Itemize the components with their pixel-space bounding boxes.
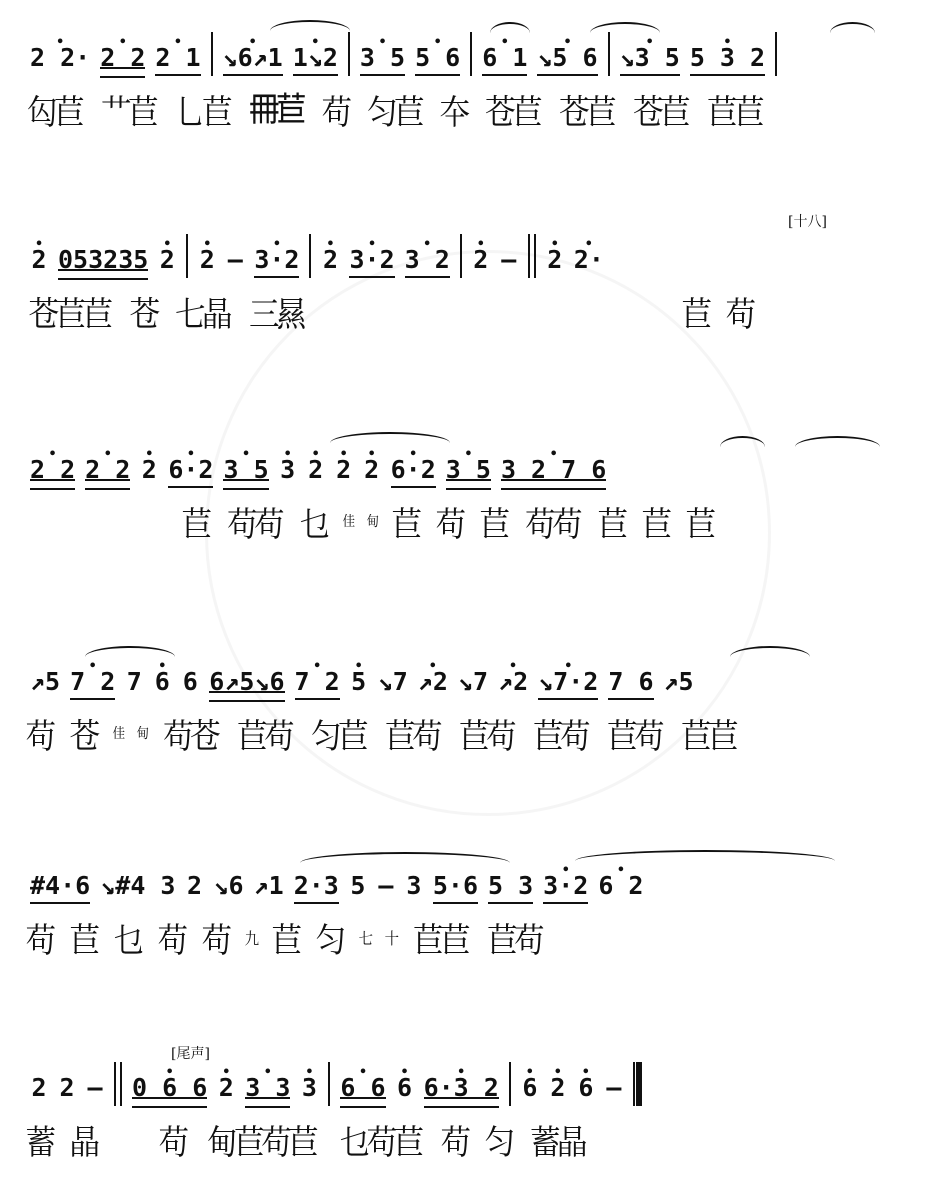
note-group: • 3 3: [245, 1074, 290, 1102]
note-group: • ↘6↗1: [223, 44, 283, 72]
note-group: • 2: [546, 246, 564, 274]
tablature-glyph: 苟: [25, 716, 53, 757]
note-group: • 3: [279, 456, 297, 484]
barline: [186, 234, 188, 278]
note-group: 6: [182, 667, 198, 696]
tablature-glyph: 𠕋苣: [249, 89, 303, 130]
slur-mark: [270, 20, 350, 42]
note-group: • 3·2: [349, 246, 394, 274]
tablature-glyph: 苟: [321, 92, 349, 133]
tablature-glyph: 苣苟: [487, 920, 542, 961]
note-group: ↗1: [253, 871, 284, 900]
slur-mark: [330, 432, 450, 454]
tablature-glyph: 苟苍: [163, 716, 217, 757]
note-group: • 6: [521, 1074, 539, 1102]
note-group: • 0 6 6: [132, 1074, 207, 1102]
double-barline: [114, 1062, 122, 1106]
barline: [775, 32, 777, 76]
tablature-row: [24, 74, 911, 144]
tablature-glyph: 甸苣苟苣: [207, 1122, 315, 1163]
tablature-glyph: 乜: [113, 920, 141, 961]
note-group: • 2: [335, 456, 353, 484]
note-group: • 2 2·: [30, 44, 90, 72]
tablature-glyph: 匀苣: [311, 716, 365, 757]
note-group: • 2: [363, 456, 381, 484]
note-group: • 3·2: [543, 872, 588, 900]
note-group: • 2: [198, 246, 216, 274]
tablature-glyph: 苟: [25, 920, 53, 961]
note-group: • 1↘2: [293, 44, 338, 72]
tablature-glyph: 苣: [479, 504, 507, 545]
tablature-glyph: 苣苟: [237, 716, 291, 757]
tablature-glyph: 苍苣: [559, 92, 613, 133]
note-group: • 6 2: [598, 872, 643, 900]
tablature-glyph: 苣苟: [607, 716, 661, 757]
tablature-glyph: 三㬎: [249, 294, 303, 335]
note-group: • 3 5: [446, 456, 491, 484]
note-group: 5: [350, 871, 366, 900]
note-group: • 6 1: [482, 44, 527, 72]
tablature-glyph: 乜苟苣: [339, 1122, 421, 1163]
tablature-glyph: 苣: [597, 504, 625, 545]
note-group: • 3 5: [360, 44, 405, 72]
section-marker: [尾声]: [171, 1046, 210, 1062]
slur-mark: [590, 22, 660, 44]
tablature-glyph: 苣: [271, 920, 299, 961]
tablature-row: [24, 276, 911, 346]
tablature-glyph: 匀: [315, 920, 343, 961]
tablature-glyph: 蓄晶: [530, 1122, 584, 1163]
note-group: • 6·2: [391, 456, 436, 484]
note-group: —: [87, 1073, 103, 1102]
note-group: • 6·2: [168, 456, 213, 484]
note-group: • 6: [396, 1074, 414, 1102]
note-group: • 2: [140, 456, 158, 484]
tablature-row: [24, 698, 911, 768]
barline: [211, 32, 213, 76]
tablature-glyph: 苣: [69, 920, 97, 961]
note-group: • ↗2: [418, 668, 448, 696]
barline: [328, 1062, 330, 1106]
note-group: 053235: [58, 245, 149, 274]
slur-mark: [300, 852, 510, 874]
final-barline: [633, 1062, 642, 1106]
tablature-glyph: 甸: [366, 514, 376, 530]
tablature-glyph: 苟: [435, 504, 463, 545]
tablature-glyph: 苟: [158, 1122, 186, 1163]
section-marker: [十八]: [788, 214, 827, 230]
tablature-glyph: 苟: [725, 294, 753, 335]
note-group: ↘#4 3: [100, 871, 176, 900]
tablature-glyph: 苣苟: [533, 716, 587, 757]
note-group: • 2: [307, 456, 325, 484]
tablature-glyph: 苍: [69, 716, 97, 757]
tablature-glyph: 甸: [136, 726, 146, 742]
note-group: —: [227, 245, 243, 274]
tablature-row: [24, 1104, 911, 1174]
tablature-glyph: 苍苣: [485, 92, 539, 133]
note-group: —: [378, 871, 394, 900]
note-group: • ↘5 6: [537, 44, 597, 72]
barline: [509, 1062, 511, 1106]
double-barline: [528, 234, 536, 278]
note-group: • ↗2: [498, 668, 528, 696]
tablature-glyph: 苣苣: [413, 920, 468, 961]
tablature-glyph: 艹苣: [101, 92, 155, 133]
slur-mark: [85, 646, 175, 668]
tablature-glyph: 苍苣: [633, 92, 687, 133]
note-group: • 3 5: [223, 456, 268, 484]
tablature-glyph: 苣苟: [385, 716, 439, 757]
tablature-glyph: 苣: [681, 294, 709, 335]
note-group: • ↘7·2: [538, 668, 598, 696]
note-group: ↘7: [457, 667, 489, 696]
note-group: • 2: [321, 246, 339, 274]
note-group: 6↗5↘6: [209, 667, 285, 696]
tablature-glyph: 佳: [342, 514, 352, 530]
tablature-glyph: 苣: [641, 504, 669, 545]
note-group: • 3 2: [405, 246, 450, 274]
slur-mark: [575, 850, 835, 872]
note-group: 2·3: [293, 871, 339, 900]
note-group: 7: [126, 667, 142, 696]
note-group: • 2·: [574, 246, 604, 274]
note-group: • 5: [350, 668, 368, 696]
tablature-glyph: 夲: [439, 92, 467, 133]
note-group: 5 3: [488, 871, 534, 900]
note-group: • 2 2: [30, 456, 75, 484]
note-group: • 6: [577, 1074, 595, 1102]
note-group: • 6: [153, 668, 171, 696]
notation-row: [30, 202, 907, 274]
note-group: ↗5: [663, 667, 694, 696]
note-group: 2: [59, 1073, 75, 1102]
note-group: • 7 2: [295, 668, 340, 696]
tablature-glyph: 匃苣: [27, 92, 81, 133]
note-group: 3: [406, 871, 422, 900]
note-group: ↗5: [30, 667, 61, 696]
note-group: • 2: [472, 246, 490, 274]
note-group: ↘7: [377, 667, 408, 696]
note-group: ↘6: [213, 871, 244, 900]
slur-mark: [730, 646, 810, 668]
slur-mark: [830, 22, 875, 44]
tablature-glyph: 苟: [201, 920, 229, 961]
tablature-glyph: 苣: [685, 504, 713, 545]
note-group: • 3: [300, 1074, 318, 1102]
note-group: • 6 6: [340, 1074, 385, 1102]
tablature-glyph: 佳: [112, 726, 122, 742]
note-group: • 2 1: [155, 44, 200, 72]
tablature-row: [24, 902, 911, 972]
tablature-glyph: 苣: [391, 504, 419, 545]
tablature-glyph: 匀: [484, 1122, 512, 1163]
tablature-row: [180, 486, 911, 556]
notation-row: [30, 1030, 907, 1102]
note-group: #4·6: [30, 871, 91, 900]
tablature-glyph: 乜: [299, 504, 327, 545]
note-group: • 5 3 2: [690, 44, 765, 72]
slur-mark: [720, 436, 765, 458]
tablature-glyph: 十: [384, 928, 396, 948]
note-group: 7 6: [608, 667, 654, 696]
note-group: • 2: [549, 1074, 567, 1102]
note-group: • 5 6: [415, 44, 460, 72]
tablature-glyph: 苟: [440, 1122, 468, 1163]
note-group: • 2: [158, 246, 176, 274]
tablature-glyph: 七: [358, 928, 370, 948]
note-group: • 2 2: [100, 44, 145, 72]
barline: [309, 234, 311, 278]
note-group: —: [606, 1073, 622, 1102]
barline: [470, 32, 472, 76]
note-group: • 7 2: [70, 668, 115, 696]
tablature-glyph: 晶: [69, 1122, 97, 1163]
tablature-glyph: 苍: [129, 294, 157, 335]
tablature-glyph: 匀苣: [367, 92, 421, 133]
barline: [460, 234, 462, 278]
note-group: 2: [186, 871, 203, 900]
tablature-glyph: 苟苟: [227, 504, 281, 545]
note-group: • 2: [30, 246, 48, 274]
tablature-glyph: 苍苣苣: [28, 294, 110, 335]
note-group: • ↘3 5: [620, 44, 680, 72]
tablature-glyph: 九: [244, 928, 256, 948]
tablature-glyph: 苟: [157, 920, 185, 961]
note-group: 2: [31, 1073, 47, 1102]
note-group: 5·6: [432, 871, 479, 900]
tablature-glyph: 苟苟: [525, 504, 579, 545]
tablature-glyph: 苣: [181, 504, 209, 545]
slur-mark: [490, 22, 530, 44]
note-group: • 2: [217, 1074, 235, 1102]
tablature-glyph: 苣苣: [707, 92, 761, 133]
notation-row: [30, 0, 907, 72]
tablature-glyph: 苣苟: [459, 716, 513, 757]
tablature-glyph: 乚苣: [175, 92, 229, 133]
notation-row: [30, 412, 907, 484]
tablature-glyph: 七晶: [175, 294, 229, 335]
note-group: • 2 2: [85, 456, 130, 484]
note-group: —: [501, 245, 517, 274]
note-group: • 3 2 7 6: [501, 456, 606, 484]
note-group: • 3·2: [254, 246, 299, 274]
tablature-glyph: 苣苣: [681, 716, 735, 757]
note-group: • 6·3 2: [424, 1074, 499, 1102]
slur-mark: [795, 436, 880, 458]
tablature-glyph: 蓄: [25, 1122, 53, 1163]
